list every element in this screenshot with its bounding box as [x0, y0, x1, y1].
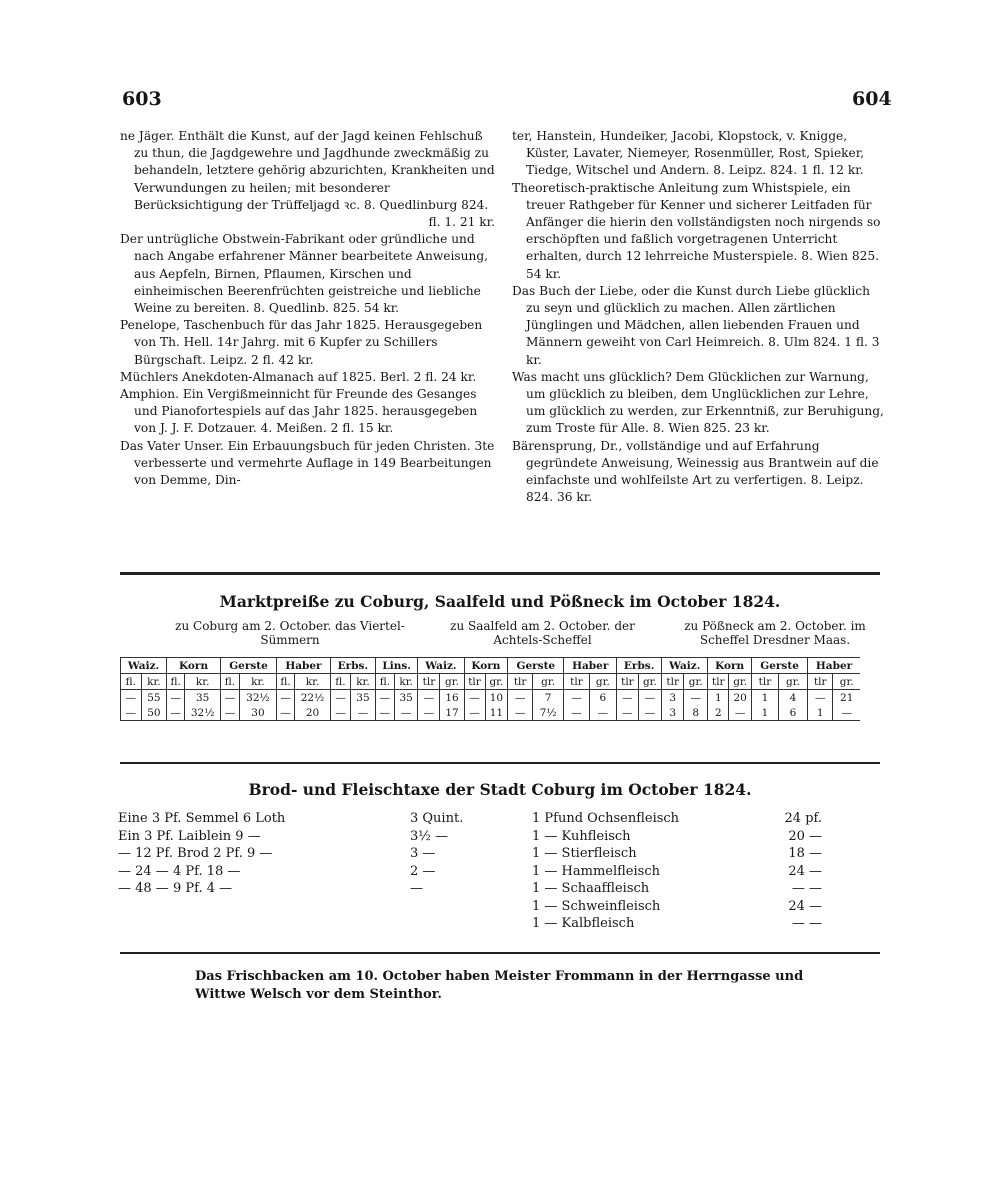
left-text-column: [120, 128, 495, 489]
unit-header: tlr: [662, 674, 684, 690]
table-cell: 35: [185, 690, 221, 706]
bread-row: Ein 3 Pf. Laiblein 9 —: [118, 828, 261, 844]
meat-label: 1 Pfund Ochsenfleisch: [532, 811, 680, 826]
bread-quint: 2 —: [410, 863, 436, 879]
table-cell: 1: [752, 690, 779, 706]
unit-header: gr.: [532, 674, 563, 690]
table-cell: —: [330, 690, 350, 706]
table-cell: —: [617, 690, 639, 706]
table-cell: —: [418, 705, 440, 721]
meat-price: 24 pf.: [784, 811, 822, 826]
table-cell: 20: [729, 690, 752, 706]
meat-label: 1 — Hammelfleisch: [532, 863, 660, 879]
table-cell: 55: [141, 690, 166, 706]
meat-label: 1 — Kalbfleisch: [532, 916, 635, 931]
meat-row: [532, 880, 822, 898]
table-cell: 11: [485, 705, 508, 721]
book-entry: Der untrügliche Obstwein-Fabrikant oder gründliche und nach Angabe erfahrener Männer bearbeitete Anweisung, aus Aepfeln, Birnen, Pflaumen, Kirschen und einheimischen Beerenfrüchten geistreiche und liebliche Weine zu bereiten. 8. Quedlinb. 825. 54 kr.: [120, 232, 489, 316]
table-cell: —: [564, 705, 589, 721]
bread-quint: 3 Quint.: [410, 811, 464, 826]
table-cell: 20: [295, 705, 331, 721]
unit-header: fl.: [330, 674, 350, 690]
meat-row: [532, 898, 822, 916]
table-cell: 50: [141, 705, 166, 721]
column-header: Korn: [464, 658, 508, 674]
table-cell: —: [464, 690, 485, 706]
meat-row: [532, 810, 822, 828]
table-cell: —: [638, 705, 661, 721]
group-coburg: zu Coburg am 2. October. das Viertel-Sümmern: [175, 619, 405, 647]
table-cell: —: [729, 705, 752, 721]
table-cell: —: [617, 705, 639, 721]
bread-row: — 48 — 9 Pf. 4 —: [118, 881, 233, 896]
unit-header: kr.: [141, 674, 166, 690]
column-header: Waiz.: [662, 658, 708, 674]
meat-tax-list: [532, 810, 822, 933]
baking-note: Das Frischbacken am 10. October haben Meister Frommann in der Herrngasse und Wittwe Welsch vor dem Steinthor.: [195, 969, 804, 1002]
unit-header: fl.: [375, 674, 394, 690]
unit-header: fl.: [277, 674, 295, 690]
group-saalfeld: zu Saalfeld am 2. October. der Achtels-Scheffel: [450, 619, 635, 647]
meat-price: 20 —: [788, 828, 822, 844]
table-cell: —: [277, 705, 295, 721]
meat-label: 1 — Schweinfleisch: [532, 898, 661, 914]
table-row: [121, 690, 861, 706]
market-title: Marktpreiße zu Coburg, Saalfeld und Pößneck im October 1824.: [219, 592, 781, 611]
table-cell: —: [351, 705, 376, 721]
bread-row: — 12 Pf. Brod 2 Pf. 9 —: [118, 846, 273, 861]
column-header: Gerste: [508, 658, 564, 674]
table-cell: 7½: [532, 705, 563, 721]
column-header: Haber: [564, 658, 617, 674]
table-cell: 4: [778, 690, 807, 706]
column-header: Waiz.: [418, 658, 464, 674]
table-cell: 10: [485, 690, 508, 706]
meat-row: [532, 915, 822, 933]
table-cell: —: [464, 705, 485, 721]
table-cell: —: [394, 705, 417, 721]
meat-label: 1 — Stierfleisch: [532, 846, 637, 861]
unit-header: kr.: [295, 674, 331, 690]
book-entry: Das Vater Unser. Ein Erbauungsbuch für jeden Christen. 3te verbesserte und vermehrte Auflage in 149 Bearbeitungen von Demme, Din-: [120, 438, 495, 488]
table-cell: 3: [662, 705, 684, 721]
unit-header: kr.: [239, 674, 276, 690]
unit-header: kr.: [185, 674, 221, 690]
table-cell: —: [833, 705, 860, 721]
column-header: Korn: [167, 658, 221, 674]
table-row: [121, 705, 861, 721]
table-cell: —: [375, 690, 394, 706]
table-cell: —: [330, 705, 350, 721]
table-cell: —: [221, 690, 240, 706]
column-header: Gerste: [221, 658, 277, 674]
meat-row: [532, 845, 822, 863]
table-cell: 30: [239, 705, 276, 721]
book-entry: ne Jäger. Enthält die Kunst, auf der Jagd keinen Fehlschuß zu thun, die Jagdgewehre und Jagdhunde zweckmäßig zu behandeln, letztere gehörig abzurichten, Krankheiten und Verwundungen zu heilen; mit besonderer Berücksichtigung der Trüffeljagd ꝛc. 8. Quedlinburg 824.: [120, 129, 495, 212]
book-entry: ter, Hanstein, Hundeiker, Jacobi, Klopstock, v. Knigge, Küster, Lavater, Niemeyer, Rosenmüller, Rost, Spieker, Tiedge, Witschel und Andern. 8. Leipz. 824. 1 fl. 12 kr.: [512, 129, 865, 178]
bread-quint: 3½ —: [410, 828, 449, 844]
table-cell: 16: [440, 690, 464, 706]
meat-row: [532, 828, 822, 846]
table-cell: —: [508, 705, 533, 721]
page-number-left: 603: [122, 88, 162, 110]
unit-header: gr.: [440, 674, 464, 690]
table-cell: —: [221, 705, 240, 721]
table-cell: —: [375, 705, 394, 721]
table-cell: 32½: [239, 690, 276, 706]
table-cell: —: [418, 690, 440, 706]
unit-header: gr.: [638, 674, 661, 690]
tax-title: Brod- und Fleischtaxe der Stadt Coburg im October 1824.: [248, 780, 752, 799]
table-cell: —: [589, 705, 617, 721]
unit-header: tlr: [708, 674, 729, 690]
bread-quint: 3 —: [410, 846, 436, 861]
table-cell: —: [121, 705, 142, 721]
book-entry: Amphion. Ein Vergißmeinnicht für Freunde des Gesanges und Pianofortespiels auf das Jahr 1825. herausgegeben von J. J. F. Dotzauer. 4. Meißen. 2 fl. 15 kr.: [120, 387, 478, 436]
unit-header: tlr: [508, 674, 533, 690]
section-rule-3: [120, 952, 880, 954]
table-cell: 35: [351, 690, 376, 706]
meat-label: 1 — Schaaffleisch: [532, 881, 650, 896]
column-header: Lins.: [375, 658, 417, 674]
book-entry: Penelope, Taschenbuch für das Jahr 1825. Herausgegeben von Th. Hell. 14r Jahrg. mit 6 Kupfer zu Schillers Bürgschaft. Leipz. 2 fl. 42 kr.: [120, 318, 483, 367]
unit-header: gr.: [778, 674, 807, 690]
column-header: Erbs.: [330, 658, 375, 674]
bread-row: Eine 3 Pf. Semmel 6 Loth: [118, 811, 286, 826]
table-cell: 6: [778, 705, 807, 721]
column-header: Erbs.: [617, 658, 662, 674]
column-header: Korn: [708, 658, 752, 674]
unit-header: fl.: [167, 674, 185, 690]
meat-row: [532, 863, 822, 881]
market-price-table: [120, 657, 860, 721]
unit-header: kr.: [351, 674, 376, 690]
table-cell: 1: [752, 705, 779, 721]
table-cell: 1: [808, 705, 833, 721]
column-header: Haber: [808, 658, 860, 674]
unit-header: tlr: [617, 674, 639, 690]
meat-price: 24 —: [788, 898, 822, 914]
unit-header: tlr: [808, 674, 833, 690]
table-cell: 21: [833, 690, 860, 706]
book-entry: Was macht uns glücklich? Dem Glücklichen zur Warnung, um glücklich zu bleiben, dem Unglücklichen zur Lehre, um glücklich zu werden, zur Erkenntniß, zur Beruhigung, zum Troste für Alle. 8. Wien 825. 23 kr.: [512, 369, 884, 436]
book-entry: Das Buch der Liebe, oder die Kunst durch Liebe glücklich zu seyn und glücklich zu machen. Allen zärtlichen Jünglingen und Mädchen, allen liebenden Frauen und Männern geweiht von Carl Heimreich. 8. Ulm 824. 1 fl. 3 kr.: [512, 283, 880, 367]
meat-price: 18 —: [788, 846, 822, 861]
table-cell: 2: [708, 705, 729, 721]
book-entry: Müchlers Anekdoten-Almanach auf 1825. Berl. 2 fl. 24 kr.: [120, 369, 477, 384]
meat-label: 1 — Kuhfleisch: [532, 828, 631, 844]
table-cell: 22½: [295, 690, 331, 706]
table-cell: —: [638, 690, 661, 706]
table-cell: 17: [440, 705, 464, 721]
bread-tax-list: [118, 810, 368, 898]
table-cell: 35: [394, 690, 417, 706]
meat-price: — —: [791, 881, 822, 896]
unit-header: tlr: [564, 674, 589, 690]
unit-header: gr.: [485, 674, 508, 690]
right-text-column: [512, 128, 887, 506]
table-cell: —: [121, 690, 142, 706]
table-cell: —: [808, 690, 833, 706]
unit-header: tlr: [752, 674, 779, 690]
table-cell: —: [508, 690, 533, 706]
book-entry: Theoretisch-praktische Anleitung zum Whistspiele, ein treuer Rathgeber für Kenner und sicherer Leitfaden für Anfänger die hierin den vollständigsten noch nirgends so erschöpften und faßlich vorgetragenen Unterricht erhalten, durch 12 lehrreiche Musterspiele. 8. Wien 825. 54 kr.: [512, 180, 881, 281]
table-cell: —: [277, 690, 295, 706]
page-number-right: 604: [852, 88, 892, 110]
unit-header: gr.: [729, 674, 752, 690]
bread-quint: —: [410, 881, 423, 896]
unit-header: gr.: [833, 674, 860, 690]
book-entry: Bärensprung, Dr., vollständige und auf Erfahrung gegründete Anweisung, Weinessig aus Brantwein auf die einfachste und wohlfeilste Art zu verfertigen. 8. Leipz. 824. 36 kr.: [512, 438, 879, 505]
table-cell: —: [564, 690, 589, 706]
unit-header: kr.: [394, 674, 417, 690]
table-cell: 6: [589, 690, 617, 706]
section-rule-2: [120, 762, 880, 764]
bread-row: — 24 — 4 Pf. 18 —: [118, 863, 241, 879]
table-cell: 1: [708, 690, 729, 706]
unit-header: fl.: [221, 674, 240, 690]
group-poessneck: zu Pößneck am 2. October. im Scheffel Dresdner Maas.: [684, 619, 866, 647]
column-header: Haber: [277, 658, 331, 674]
table-cell: —: [167, 690, 185, 706]
unit-header: fl.: [121, 674, 142, 690]
book-entry: fl. 1. 21 kr.: [428, 215, 495, 230]
table-cell: —: [167, 705, 185, 721]
unit-header: gr.: [589, 674, 617, 690]
section-rule: [120, 572, 880, 575]
meat-price: 24 —: [788, 863, 822, 879]
table-cell: —: [684, 690, 708, 706]
unit-header: gr.: [684, 674, 708, 690]
unit-header: tlr: [464, 674, 485, 690]
column-header: Waiz.: [121, 658, 167, 674]
column-header: Gerste: [752, 658, 808, 674]
table-cell: 3: [662, 690, 684, 706]
meat-price: — —: [791, 916, 822, 931]
table-cell: 32½: [185, 705, 221, 721]
table-cell: 7: [532, 690, 563, 706]
unit-header: tlr: [418, 674, 440, 690]
table-cell: 8: [684, 705, 708, 721]
bread-tax-quint: [410, 810, 500, 898]
